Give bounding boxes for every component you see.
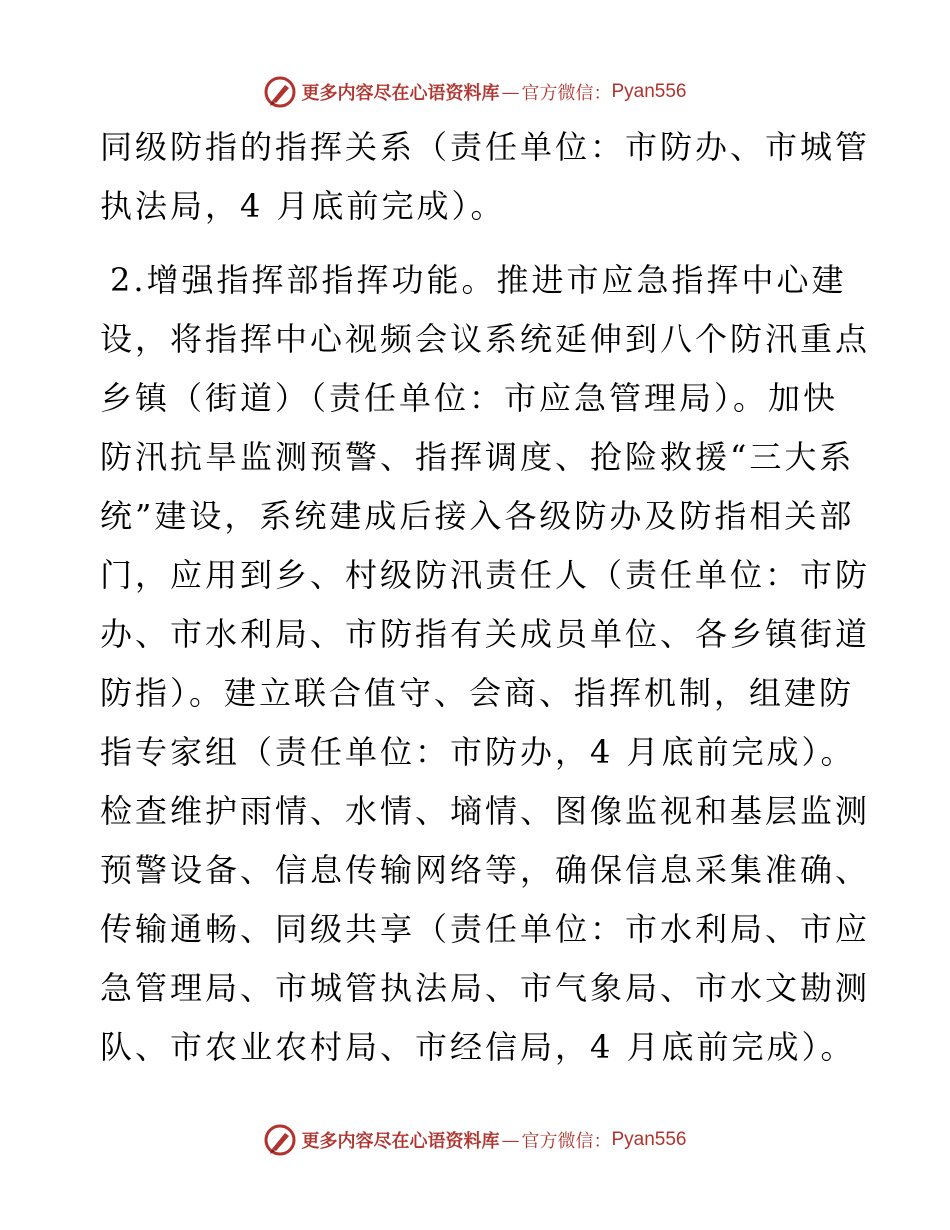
- text-line: 执法局，4 月底前完成）。: [100, 187, 506, 225]
- text-line: 统”建设，系统建成后接入各级防办及防指相关部: [100, 497, 855, 535]
- text-line: 指专家组（责任单位：市防办，4 月底前完成）。: [100, 733, 856, 771]
- text-line: 防汛抗旱监测预警、指挥调度、抢险救援“三大系: [100, 438, 855, 476]
- banner-wechat-id: Pyan556: [611, 81, 687, 102]
- banner-wechat-label: 官方微信：: [521, 1131, 612, 1152]
- text-line: 同级防指的指挥关系（责任单位：市防办、市城管: [100, 128, 871, 166]
- text-line: 急管理局、市城管执法局、市气象局、市水文勘测: [100, 969, 871, 1007]
- text-line: 2.增强指挥部指挥功能。推进市应急指挥中心建: [110, 261, 847, 299]
- text-line: 传输通畅、同级共享（责任单位：市水利局、市应: [100, 910, 871, 948]
- banner-separator: —: [501, 81, 520, 103]
- banner-separator: —: [501, 1129, 520, 1151]
- pen-logo-icon: [263, 1123, 297, 1157]
- text-line: 设，将指挥中心视频会议系统延伸到八个防汛重点: [100, 320, 871, 358]
- document-body: [100, 118, 871, 1077]
- footer-watermark: [0, 1120, 950, 1160]
- paragraph-gap: [100, 236, 856, 251]
- header-watermark: [0, 72, 950, 112]
- text-line: 队、市农业农村局、市经信局，4 月底前完成）。: [100, 1028, 856, 1066]
- text-line: 防指）。建立联合值守、会商、指挥机制，组建防: [100, 674, 855, 712]
- text-line: 检查维护雨情、水情、墒情、图像监视和基层监测: [100, 792, 871, 830]
- pen-logo-icon: [263, 75, 297, 109]
- banner-site-name: 更多内容尽在心语资料库: [301, 83, 500, 104]
- text-line: 办、市水利局、市防指有关成员单位、各乡镇街道: [100, 615, 871, 653]
- paragraph: [100, 118, 871, 236]
- text-line: 乡镇（街道）（责任单位：市应急管理局）。加快: [100, 379, 839, 417]
- paragraph: [100, 251, 871, 1077]
- text-line: 门，应用到乡、村级防汛责任人（责任单位：市防: [100, 556, 871, 594]
- text-line: 预警设备、信息传输网络等，确保信息采集准确、: [100, 851, 871, 889]
- banner-site-name: 更多内容尽在心语资料库: [301, 1131, 500, 1152]
- banner-wechat-id: Pyan556: [611, 1129, 687, 1150]
- banner-wechat-label: 官方微信：: [521, 83, 612, 104]
